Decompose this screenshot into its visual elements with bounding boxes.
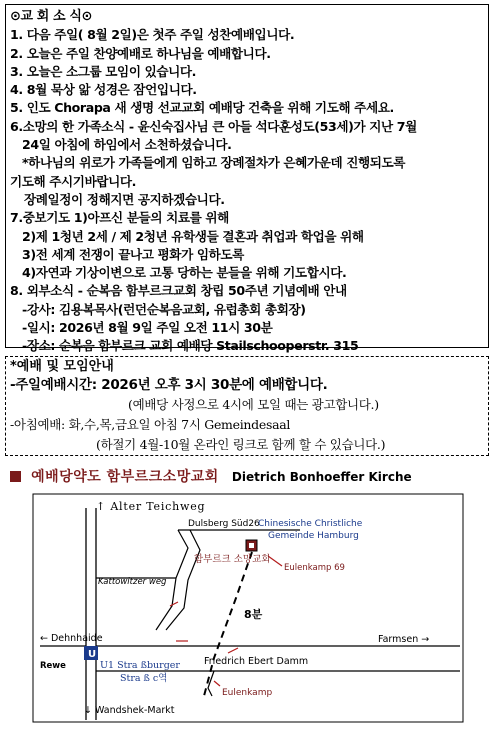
arrow-red-4 (228, 648, 238, 653)
news-line-12: 2)제 1청년 2세 / 제 2청년 유학생들 결혼과 취업과 학업을 위해 (22, 228, 364, 244)
news-line-13: 3)전 세계 전쟁이 끝나고 평화가 임하도록 (22, 246, 244, 262)
street-eulenkamp (208, 671, 214, 696)
sunday-service-note: (예배당 사정으로 4시에 모일 때는 광고합니다.) (128, 397, 379, 412)
walking-route (204, 552, 252, 696)
worship-info-box (5, 356, 489, 456)
label-eulenkamp-69: Eulenkamp 69 (284, 563, 345, 573)
worship-header: *예배 및 모임안내 (10, 359, 114, 374)
news-line-7: 24일 아침에 하임에서 소천하셨습니다. (22, 137, 232, 153)
news-line-1: 1. 다음 주일( 8월 2일)은 첫주 주일 성찬예배입니다. (10, 27, 295, 43)
arrow-red-5 (214, 681, 220, 686)
label-dehnhaide: ← Dehnhaide (40, 633, 103, 644)
label-8-minutes: 8분 (244, 608, 263, 621)
square-bullet-icon (10, 471, 21, 482)
morning-service-time: -아침예배: 화,수,목,금요일 아침 7시 Gemeindesaal (10, 417, 291, 432)
news-line-10: 장례일정이 정해지면 공지하겠습니다. (24, 191, 225, 207)
news-line-17: -일시: 2026년 8월 9일 주일 오전 11시 30분 (22, 320, 273, 336)
news-line-15: 8. 외부소식 - 순복음 함부르크교회 창립 50주년 기념예배 안내 (10, 283, 347, 299)
news-title: ⊙교 회 소 식⊙ (10, 9, 92, 24)
map-title-korean: 예배당약도 함부르크소망교회 (31, 469, 219, 485)
label-wandshek: ↓ Wandshek-Markt (84, 705, 175, 716)
news-line-9: 기도해 주시기바랍니다. (10, 173, 137, 189)
sunday-service-time: -주일예배시간: 2026년 오후 3시 30분에 예배합니다. (10, 377, 328, 393)
news-line-3: 3. 오늘은 소그룹 모임이 있습니다. (10, 63, 197, 79)
label-farmsen: Farmsen → (378, 634, 430, 645)
label-kattowitzer: Kattowitzer weg (98, 577, 167, 587)
label-chinese-2: Gemeinde Hamburg (268, 531, 359, 541)
news-line-16: -강사: 김용복목사(런던순복음교회, 유럽총회 총회장) (22, 301, 306, 317)
arrow-red-2 (170, 602, 178, 606)
church-news-box (5, 4, 489, 354)
label-u1-line1: U1 Stra ßburger (100, 660, 180, 671)
news-line-8: *하나님의 위로가 가족들에게 임하고 장례절차가 은혜가운데 진행되도록 (22, 155, 406, 171)
label-chinese-1: Chinesische Christliche (258, 519, 363, 529)
news-line-5: 5. 인도 Chorapa 새 생명 선교교회 예배당 건축을 위해 기도해 주세요. (10, 100, 394, 116)
label-friedrich: Friedrich Ebert Damm (204, 656, 309, 667)
street-diagonal-2 (166, 530, 200, 630)
label-dulsberg: Dulsberg Süd26 (188, 519, 260, 529)
news-line-6: 6.소망의 한 가족소식 - 윤신숙집사님 큰 아들 석다훈성도(53세)가 지난 7월 (10, 118, 417, 134)
news-line-4: 4. 8월 묵상 앎 성경은 잠언입니다. (10, 82, 197, 98)
ubahn-u-glyph: U (88, 649, 97, 660)
label-church-korean: 함부르크 소망교회 (194, 554, 271, 565)
morning-service-note: (하절기 4월-10월 온라인 링크로 함께 할 수 있습니다.) (96, 437, 386, 452)
church-location-map (0, 488, 495, 732)
church-marker-inner (249, 543, 254, 548)
label-rewe: Rewe (40, 661, 66, 671)
label-alter-teichweg: ↑ Alter Teichweg (96, 500, 206, 513)
label-eulenkamp: Eulenkamp (222, 688, 273, 698)
map-title (10, 466, 490, 488)
news-line-18: -장소: 순복음 함부르크 교회 예배당 Stailschooperstr. 315 (22, 338, 359, 354)
news-line-11: 7.중보기도 1)아프신 분들의 치료를 위해 (10, 210, 229, 226)
news-line-14: 4)자연과 기상이변으로 고통 당하는 분들을 위해 기도합시다. (22, 265, 347, 281)
news-line-2: 2. 오늘은 주일 찬양예배로 하나님을 예배합니다. (10, 45, 271, 61)
label-u1-line2: Stra ß c역 (120, 673, 168, 684)
map-title-english: Dietrich Bonhoeffer Kirche (231, 470, 412, 484)
